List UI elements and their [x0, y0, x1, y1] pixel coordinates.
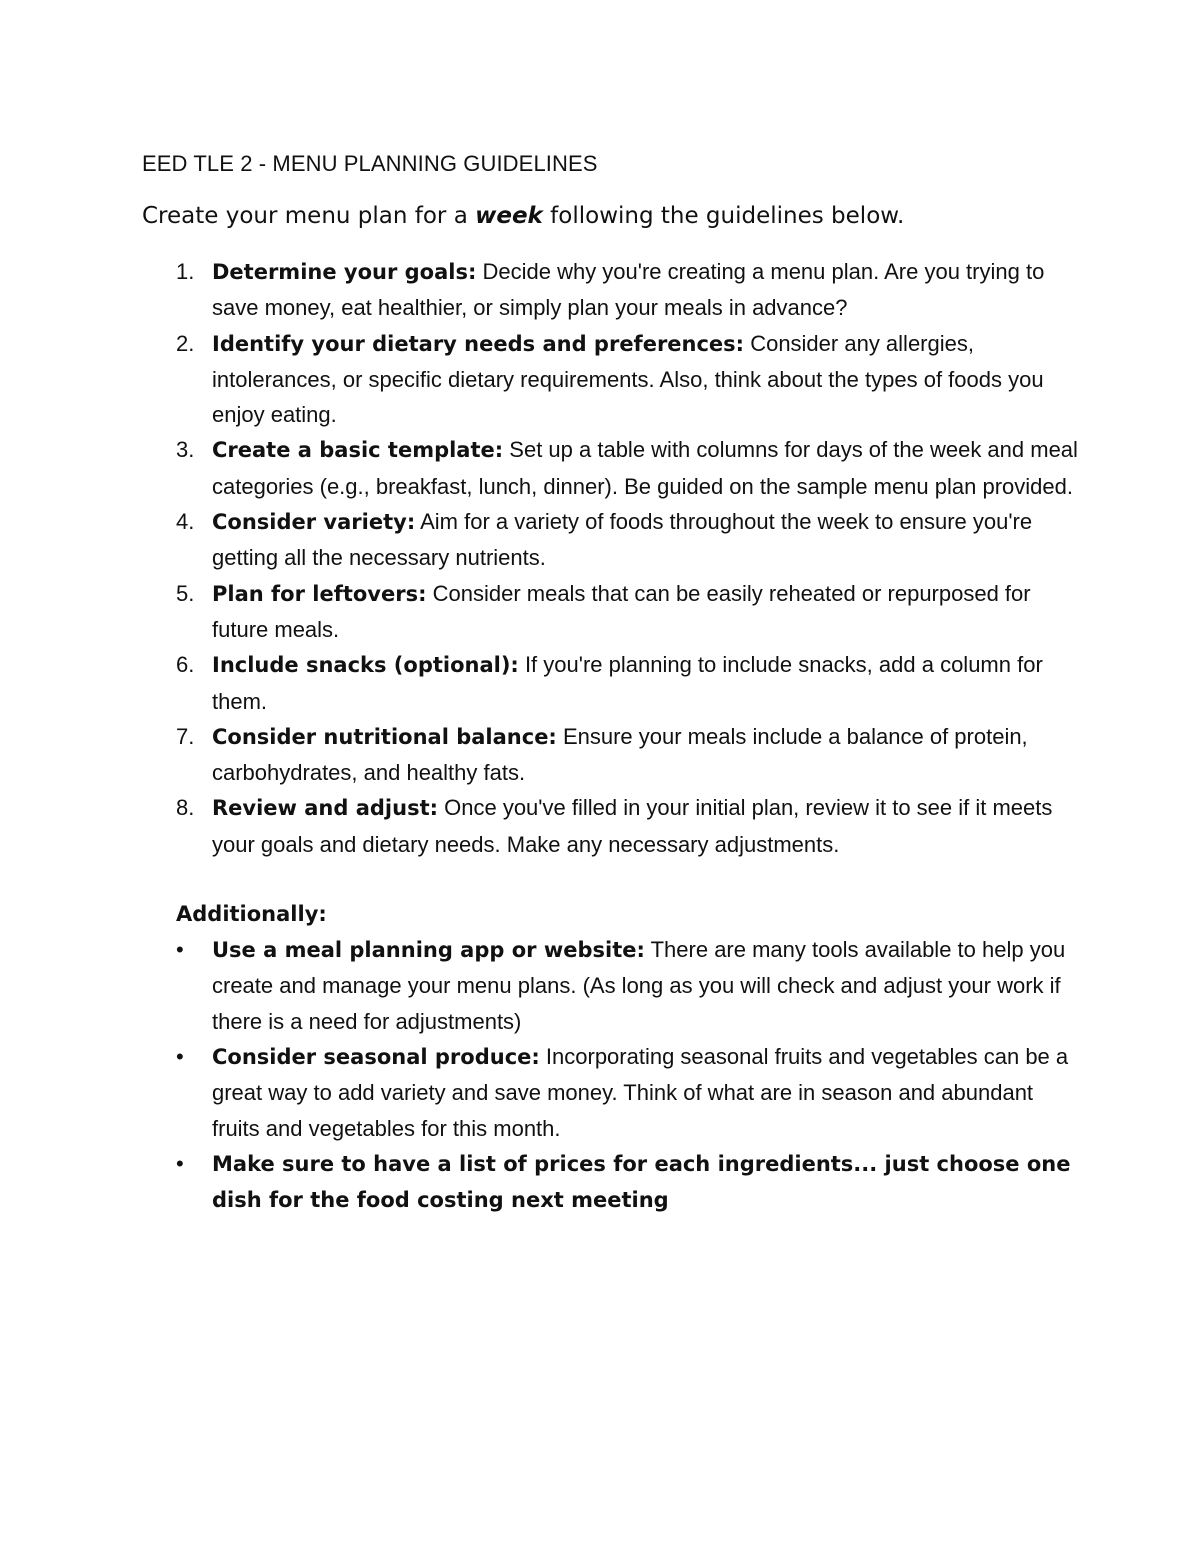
instruction-emphasis: week — [475, 203, 543, 229]
bullet-label: Use a meal planning app or website: — [212, 938, 645, 963]
guideline-number: 7. — [176, 723, 195, 749]
instruction-before: Create your menu plan for a — [142, 203, 476, 229]
list-item — [142, 1146, 1082, 1219]
instruction-line — [142, 198, 1082, 234]
bullet-icon: • — [176, 937, 184, 963]
document-page — [142, 146, 1082, 1218]
guideline-number: 1. — [176, 259, 195, 284]
guideline-text: If you're planning to include snacks, add a column for them. — [212, 652, 1043, 714]
guideline-item — [142, 432, 1082, 504]
guideline-item — [142, 576, 1082, 648]
guideline-label: Determine your goals: — [212, 260, 477, 284]
additionally-list — [142, 932, 1082, 1218]
bullet-text: Incorporating seasonal fruits and vegetables can be a great way to add variety and save money. Think of what are in season and abundant fruits and vegetables for this month. — [212, 1043, 1069, 1141]
list-item — [142, 932, 1082, 1039]
instruction-after: following the guidelines below. — [542, 203, 905, 229]
bullet-label: Make sure to have a list of prices for each ingredients... just choose one dish for the food costing next meeting — [212, 1151, 1071, 1213]
guideline-text: Set up a table with columns for days of the week and meal categories (e.g., breakfast, lunch, dinner). Be guided on the sample menu plan provided. — [212, 437, 1078, 499]
guideline-label: Consider nutritional balance: — [212, 724, 557, 749]
guidelines-list — [142, 254, 1082, 862]
bullet-text: There are many tools available to help you create and manage your menu plans. (As long as you will check and adjust your work if there is a need for adjustments) — [212, 937, 1066, 1034]
bullet-icon: • — [176, 1043, 184, 1069]
guideline-label: Identify your dietary needs and preferences: — [212, 331, 745, 356]
guideline-label: Consider variety: — [212, 510, 416, 535]
guideline-text: Consider meals that can be easily reheated or repurposed for future meals. — [212, 580, 1031, 642]
guideline-label: Plan for leftovers: — [212, 581, 427, 606]
list-item — [142, 1039, 1082, 1146]
guideline-number: 3. — [176, 437, 195, 463]
guideline-text: Decide why you're creating a menu plan. Are you trying to save money, eat healthier, or simply plan your meals in advance? — [212, 259, 1045, 321]
guideline-number: 4. — [176, 509, 195, 535]
guideline-item — [142, 719, 1082, 791]
guideline-text: Once you've filled in your initial plan, review it to see if it meets your goals and dietary needs. Make any necessary adjustments. — [212, 795, 1053, 857]
guideline-item — [142, 326, 1082, 433]
guideline-item — [142, 254, 1082, 326]
bullet-label: Consider seasonal produce: — [212, 1044, 540, 1069]
guideline-label: Create a basic template: — [212, 438, 504, 463]
guideline-number: 2. — [176, 330, 195, 356]
guideline-label: Include snacks (optional): — [212, 653, 519, 678]
additionally-heading: Additionally: — [176, 902, 327, 927]
guideline-item — [142, 647, 1082, 719]
guideline-number: 6. — [176, 652, 195, 678]
guideline-text: Consider any allergies, intolerances, or specific dietary requirements. Also, think about the types of foods you enjoy eating. — [212, 330, 1044, 428]
bullet-icon: • — [176, 1150, 184, 1176]
guideline-item — [142, 504, 1082, 576]
guideline-number: 8. — [176, 795, 195, 821]
guideline-item — [142, 790, 1082, 862]
guideline-number: 5. — [176, 580, 195, 606]
guideline-text: Ensure your meals include a balance of protein, carbohydrates, and healthy fats. — [212, 723, 1028, 786]
document-title: EED TLE 2 - MENU PLANNING GUIDELINES — [142, 151, 598, 176]
guideline-label: Review and adjust: — [212, 796, 439, 821]
guideline-text: Aim for a variety of foods throughout the week to ensure you're getting all the necessary nutrients. — [212, 509, 1033, 571]
